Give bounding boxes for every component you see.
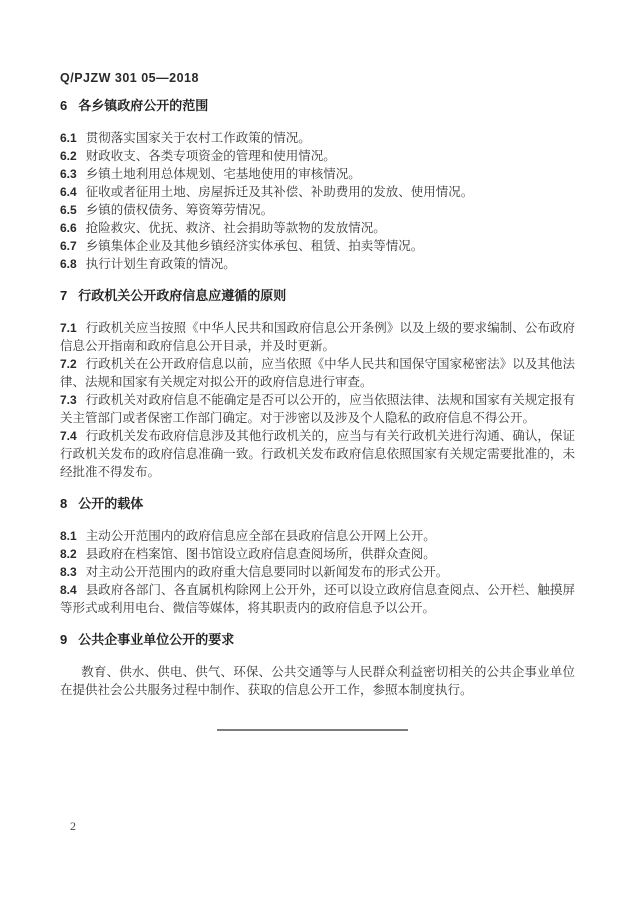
clause xyxy=(60,183,575,201)
clause-number: 8.3 xyxy=(60,565,77,579)
clause-text: 执行计划生育政策的情况。 xyxy=(85,257,236,271)
clause-number: 8.2 xyxy=(60,547,77,561)
section-8-heading xyxy=(60,495,575,513)
clause xyxy=(60,545,575,563)
clause-text: 征收或者征用土地、房屋拆迁及其补偿、补助费用的发放、使用情况。 xyxy=(85,185,474,199)
section-6-heading xyxy=(60,97,575,115)
clause-text: 财政收支、各类专项资金的管理和使用情况。 xyxy=(85,149,336,163)
clause-number: 6.1 xyxy=(60,131,77,145)
clause-text: 乡镇集体企业及其他乡镇经济实体承包、租赁、拍卖等情况。 xyxy=(85,239,424,253)
clause-number: 6.5 xyxy=(60,203,77,217)
clause xyxy=(60,201,575,219)
section-number: 8 xyxy=(60,496,68,511)
clause-number: 6.6 xyxy=(60,221,77,235)
section-number: 6 xyxy=(60,98,68,113)
clause xyxy=(60,391,575,427)
section-number: 7 xyxy=(60,288,68,303)
clause-number: 6.2 xyxy=(60,149,77,163)
section-9 xyxy=(60,631,575,699)
clause-text: 对主动公开范围内的政府重大信息要同时以新闻发布的形式公开。 xyxy=(85,565,449,579)
clause xyxy=(60,581,575,617)
clause-number: 6.4 xyxy=(60,185,77,199)
clause-text: 行政机关应当按照《中华人民共和国政府信息公开条例》以及上级的要求编制、公布政府信息公开指南和政府信息公开目录，并及时更新。 xyxy=(60,321,575,353)
section-6 xyxy=(60,97,575,273)
section-7 xyxy=(60,287,575,481)
clause-text: 行政机关在公开政府信息以前，应当依照《中华人民共和国保守国家秘密法》以及其他法律、法规和国家有关规定对拟公开的政府信息进行审查。 xyxy=(60,357,575,389)
clause-text: 县政府各部门、各直属机构除网上公开外，还可以设立政府信息查阅点、公开栏、触摸屏等形式或利用电台、微信等媒体，将其职责内的政府信息予以公开。 xyxy=(60,583,575,615)
clause-number: 6.3 xyxy=(60,167,77,181)
clause xyxy=(60,427,575,481)
section-number: 9 xyxy=(60,632,68,647)
clause-number: 7.2 xyxy=(60,357,77,371)
clause-text: 行政机关发布政府信息涉及其他行政机关的，应当与有关行政机关进行沟通、确认，保证行政机关发布的政府信息准确一致。行政机关发布政府信息依照国家有关规定需要批准的，未经批准不得发布。 xyxy=(60,429,575,479)
clause-number: 7.3 xyxy=(60,393,77,407)
clause xyxy=(60,147,575,165)
clause-number: 6.8 xyxy=(60,257,77,271)
clause-text: 乡镇的债权债务、筹资筹劳情况。 xyxy=(85,203,274,217)
clause-text: 主动公开范围内的政府信息应全部在县政府信息公开网上公开。 xyxy=(85,529,436,543)
clause-text: 行政机关对政府信息不能确定是否可以公开的，应当依照法律、法规和国家有关规定报有关主管部门或者保密工作部门确定。对于涉密以及涉及个人隐私的政府信息不得公开。 xyxy=(60,393,575,425)
clause xyxy=(60,355,575,391)
section-9-heading xyxy=(60,631,575,649)
footer-divider xyxy=(217,729,408,731)
clause-number: 8.4 xyxy=(60,583,77,597)
section-title: 公开的载体 xyxy=(78,496,144,511)
clause xyxy=(60,219,575,237)
clause-text: 贯彻落实国家关于农村工作政策的情况。 xyxy=(85,131,311,145)
clause-number: 7.1 xyxy=(60,321,77,335)
section-title: 各乡镇政府公开的范围 xyxy=(78,98,209,113)
section-paragraph: 教育、供水、供电、供气、环保、公共交通等与人民群众利益密切相关的公共企事业单位在提供社会公共服务过程中制作、获取的信息公开工作，参照本制度执行。 xyxy=(60,665,575,697)
clause-text: 乡镇土地利用总体规划、宅基地使用的审核情况。 xyxy=(85,167,361,181)
clause-number: 7.4 xyxy=(60,429,77,443)
clause-number: 6.7 xyxy=(60,239,77,253)
page-number: 2 xyxy=(70,819,76,833)
clause xyxy=(60,255,575,273)
section-title: 行政机关公开政府信息应遵循的原则 xyxy=(78,288,287,303)
clause xyxy=(60,527,575,545)
document-header-code: Q/PJZW 301 05—2018 xyxy=(60,71,199,85)
clause xyxy=(60,165,575,183)
clause-text: 县政府在档案馆、图书馆设立政府信息查阅场所，供群众查阅。 xyxy=(85,547,436,561)
clause-number: 8.1 xyxy=(60,529,77,543)
section-title: 公共企事业单位公开的要求 xyxy=(78,632,235,647)
clause-text: 抢险救灾、优抚、救济、社会捐助等款物的发放情况。 xyxy=(85,221,386,235)
clause xyxy=(60,129,575,147)
clause xyxy=(60,237,575,255)
section-7-heading xyxy=(60,287,575,305)
section-8 xyxy=(60,495,575,617)
clause xyxy=(60,563,575,581)
clause xyxy=(60,319,575,355)
